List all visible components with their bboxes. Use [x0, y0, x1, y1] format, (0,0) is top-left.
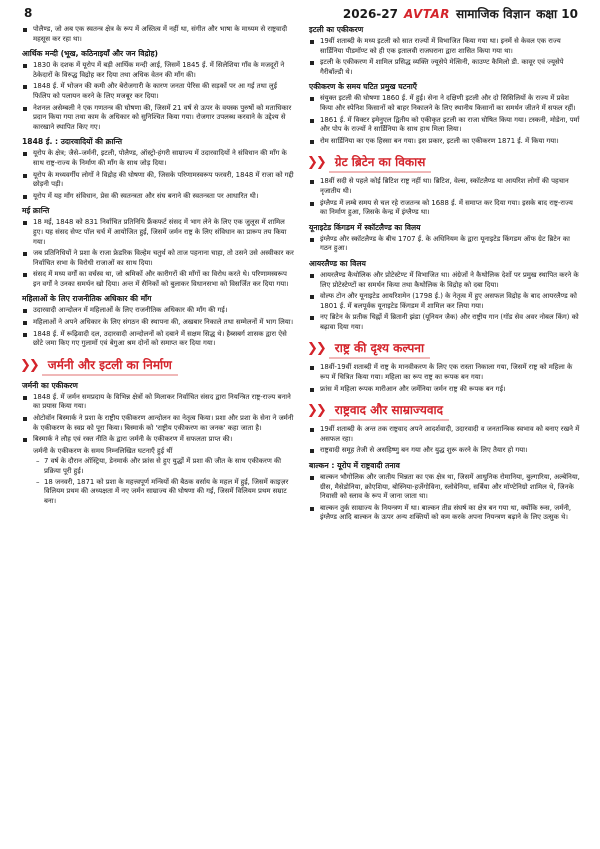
list-item: इटली के एकीकरण में शामिल प्रसिद्ध व्यक्ति ज्यूसेपे मेत्सिनी, काउण्ट कैमिलो डी. कावूर एवं ज्यूसेपे गैरीबॉल्डी थे।	[309, 58, 582, 77]
list-item: जब प्रतिनिधियों ने प्रशा के राजा फ्रेडरिक विल्हेम चतुर्थ को ताज पहनाना चाहा, तो उसने उसे अस्वीकार कर निर्वाचित सभा के विरोधी राजाओं का साथ दिया।	[22, 249, 295, 268]
subject-title: सामाजिक विज्ञान	[456, 7, 531, 21]
list-item: फ्रांस में महिला रूपक मारीआन और जर्मेनिया जर्मन राष्ट्र की रूपक बन गई।	[309, 385, 582, 395]
list-item: इंग्लैण्ड में लम्बे समय से चल रहे राजतन्त्र को 1688 ई. में समाप्त कर दिया गया। इसके बाद राष्ट्र-राज्य का निर्माण हुआ, जिसके केन्द्र में इंग्लैण्ड था।	[309, 199, 582, 218]
content-columns	[22, 25, 582, 525]
list-item: वोल्फ टोन और यूनाइटेड आयरिशमेन (1798 ई.) के नेतृत्व में हुए असफल विद्रोह के बाद आयरलैण्ड को 1801 ई. में बलपूर्वक यूनाइटेड किंगडम में शामिल कर लिया गया।	[309, 292, 582, 311]
list-item: 18 मई, 1848 को 831 निर्वाचित प्रतिनिधि फ्रैंकफर्ट संसद में भाग लेने के लिए एक जुलूस में शामिल हुए। यह संसद सेण्ट पॉल चर्च में आयोजित हुई, जिसमें जर्मन राष्ट्र के लिए संविधान का प्रारूप तय किया गया।	[22, 218, 295, 247]
list-item: 18वीं-19वीं शताब्दी में राष्ट्र के मानवीकरण के लिए एक रास्ता निकाला गया, जिसमें राष्ट्र को महिला के रूप में चित्रित किया गया। महिला का रूप राष्ट्र का रूपक बन गया।	[309, 363, 582, 382]
heading-balkan: बाल्कन : यूरोप में राष्ट्रवादी तनाव	[309, 461, 400, 471]
brand-logo: AVTAR	[403, 7, 451, 21]
class-label: कक्षा 10	[536, 7, 578, 21]
paragraph: पोलैण्ड, जो अब एक स्वतन्त्र क्षेत्र के रूप में अस्तित्व में नहीं था, संगीत और भाषा के माध्यम से राष्ट्रवादी महसूस कर रहा था।	[22, 25, 295, 44]
list-item: संयुक्त इटली की घोषणा 1860 ई. में हुई। सेना ने दक्षिणी इटली और दो सिसिलियों के राज्य में प्रवेश किया और स्पेनिश किसानों को बाहर निकालने के लिए स्थानीय किसानों का समर्थन जीतने में सफल रहीं।	[309, 94, 582, 113]
list-item: आयरलैण्ड कैथोलिक और प्रोटेस्टेण्ट में विभाजित था। अंग्रेजों ने कैथोलिक देशों पर प्रमुख स्थापित करने के लिए प्रोटेस्टेण्टों का समर्थन किया तथा कैथोलिक के विद्रोह को दबा दिया।	[309, 271, 582, 290]
sub-list-item: – 7 वर्ष के दौरान ऑस्ट्रिया, डेनमार्क और फ्रांस से हुए युद्धों में प्रशा की जीत के साथ एकीकरण की प्रक्रिया पूरी हुई।	[22, 457, 295, 476]
page-number: 8	[24, 6, 33, 20]
paragraph: जर्मनी के एकीकरण के समय निम्नलिखित घटनाएँ हुई थीं	[33, 446, 173, 455]
heading-economic-depression: आर्थिक मन्दी (भूख, कठिनाइयाँ और जन विद्रोह)	[22, 49, 158, 59]
list-item: यूरोप में यह माँग संविधान, प्रेस की स्वतन्त्रता और संघ बनाने की स्वतन्त्रता पर आधारित थी।	[22, 192, 295, 202]
list-item: राष्ट्रवादी समूह तेजी से असहिष्णु बन गया और युद्ध शुरू करने के लिए तैयार हो गया।	[309, 446, 582, 456]
chevron-right-icon: ❯❯	[307, 155, 325, 171]
list-item: उदारवादी आन्दोलन में महिलाओं के लिए राजनीतिक अधिकार की माँग की गई।	[22, 306, 295, 316]
list-item: बिस्मार्क ने लौह एवं रक्त नीति के द्वारा जर्मनी के एकीकरण में सफलता प्राप्त की।	[22, 435, 295, 445]
list-item: 1830 के दशक में यूरोप में बड़ी आर्थिक मन्दी आई, जिसमें 1845 ई. में सिलेशिया गाँव के मजदूरों ने ठेकेदारों के विरुद्ध विद्रोह कर दिया तथा अधिक वेतन की माँग की।	[22, 61, 295, 80]
list-item: नेशनल असेम्बली ने एक गणतन्त्र की घोषणा की, जिसमें 21 वर्ष से ऊपर के वयस्क पुरुषों को मताधिकार प्रदान किया गया तथा काम के अधिकार को सुनिश्चित किया गया। रोजगार उपलब्ध करवाने के उद्देश्य से कारखाने स्थापित किए गए।	[22, 104, 295, 133]
left-column	[22, 25, 295, 525]
section-title-britain: ❯❯ ग्रेट ब्रिटेन का विकास	[307, 152, 582, 173]
list-item: इंग्लैण्ड और स्कॉटलैण्ड के बीच 1707 ई. के अधिनियम के द्वारा यूनाइटेड किंगडम ऑफ ग्रेट ब्रिटेन का गठन हुआ।	[309, 235, 582, 254]
right-column	[309, 25, 582, 525]
page-header	[0, 0, 600, 24]
list-item: संसद में मध्य वर्गों का वर्चस्व था, जो श्रमिकों और कारीगरों की माँगों का विरोध करते थे। परिणामस्वरूप इन वर्गों ने उनका समर्थन खो दिया। अन्त में सैनिकों को बुलाकर विधानसभा को विसर्जित कर दिया गया।	[22, 270, 295, 289]
heading-may-revolution: मई क्रान्ति	[22, 206, 50, 216]
heading-women-rights: महिलाओं के लिए राजनीतिक अधिकार की माँग	[22, 294, 152, 304]
list-item: महिलाओं ने अपने अधिकार के लिए संगठन की स्थापना की, अखबार निकाले तथा सम्मेलनों में भाग लिया।	[22, 318, 295, 328]
list-item: 1848 ई. में रूढ़िवादी दल, उदारवादी आन्दोलनों को दबाने में सक्षम सिद्ध थे। हैब्सबर्ग शासक द्वारा ऐसे छोटे जमा किए गए गुलामों एवं बेगुआ श्रम दोनों को समाप्त कर दिया गया।	[22, 330, 295, 349]
book-title	[343, 5, 578, 22]
heading-italy-events: एकीकरण के समय घटित प्रमुख घटनाएँ	[309, 82, 417, 92]
chevron-right-icon: ❯❯	[20, 357, 38, 373]
list-item: 1848 ई. में भोजन की कमी और बेरोजगारी के कारण जनता पेरिस की सड़कों पर आ गई तथा लुई फिलिप को पलायन करने के लिए मजबूर कर दिया।	[22, 82, 295, 101]
list-item: नए ब्रिटेन के प्रतीक चिह्नों में ब्रितानी झंडा (यूनियन जैक) और राष्ट्रीय गान (गॉड सेव अवर नोबल किंग) को बढ़ावा दिया गया।	[309, 313, 582, 332]
chevron-right-icon: ❯❯	[307, 403, 325, 419]
list-item: बाल्कन भौगोलिक और जातीय भिन्नता का एक क्षेत्र था, जिसमें आधुनिक रोमानिया, बुल्गारिया, अल्बेनिया, ग्रीस, मैसेडोनिया, क्रोएशिया, बोस्निया-हर्जेगोविना, स्लोवेनिया, सर्बिया और मॉण्टेनिग्रो शामिल थे, जिनके निवासी को स्लाव के रूप में जाना जाता था।	[309, 473, 582, 502]
chevron-right-icon: ❯❯	[307, 341, 325, 357]
section-title-visual-nation: ❯❯ राष्ट्र की दृश्य कल्पना	[307, 338, 582, 359]
heading-1848-revolution: 1848 ई. : उदारवादियों की क्रान्ति	[22, 137, 123, 147]
sub-list-item: – 18 जनवरी, 1871 को प्रशा के महत्त्वपूर्ण मन्त्रियों की बैठक वर्साय के महल में हुई, जिसमें काइज़र विलियम प्रथम की अध्यक्षता में नए जर्मन साम्राज्य की घोषणा की गई, जिसमें विलियम प्रथम सम्राट बना।	[22, 478, 295, 507]
list-item: 1848 ई. में जर्मन समप्रदाय के विभिन्न क्षेत्रों को मिलाकर निर्वाचित संसद द्वारा नियन्त्रित राष्ट्र-राज्य बनाने का प्रयास किया गया।	[22, 393, 295, 412]
heading-scotland: यूनाइटेड किंगडम में स्कॉटलैण्ड का विलय	[309, 222, 421, 232]
list-item: 18वीं सदी से पहले कोई ब्रिटिश राष्ट्र नहीं था। ब्रिटिश, वेल्स, स्कॉटलैण्ड या आयरिश लोगों की पहचान नृजातीय थी।	[309, 177, 582, 196]
heading-italy-unification: इटली का एकीकरण	[309, 25, 364, 34]
list-item: 1861 ई. में विक्टर इमेनुएल द्वितीय को एकीकृत इटली का राजा घोषित किया गया। टस्कनी, मोडेना, पर्मा और पोप के राज्यों ने सार्डिनिया के साथ हाथ मिला लिया।	[309, 116, 582, 135]
list-item: 19वीं शताब्दी के मध्य इटली को सात राज्यों में विभाजित किया गया था। इनमें से केवल एक राज्य सार्डिनिया पीडमॉण्ट को ही एक इतालवी राजघराना द्वारा शासित किया गया था।	[309, 37, 582, 56]
list-item: यूरोप के मध्यवर्गीय लोगों ने विद्रोह की घोषणा की, जिसके परिणामस्वरूप फरवरी, 1848 में राजा को गद्दी छोड़नी पड़ी।	[22, 171, 295, 190]
list-item: रोम सार्डिनिया का एक हिस्सा बन गया। इस प्रकार, इटली का एकीकरण 1871 ई. में किया गया।	[309, 137, 582, 147]
list-item: यूरोप के क्षेत्र; जैसे–जर्मनी, इटली, पोलैण्ड, ऑस्ट्रो-हंगरी साम्राज्य में उदारवादियों ने संविधान की माँग के साथ राष्ट्र-राज्य के निर्माण की माँग के साथ जोड़ दिया।	[22, 149, 295, 168]
year: 2026-27	[342, 7, 398, 21]
heading-german-unification: जर्मनी का एकीकरण	[22, 380, 78, 390]
list-item: ओटोवॉन बिस्मार्क ने प्रशा के राष्ट्रीय एकीकरण आन्दोलन का नेतृत्व किया। प्रशा और प्रशा के सेना ने जर्मनी के एकीकरण के स्वप्न को पूरा किया। बिस्मार्क को 'राष्ट्रीय एकीकरण का जनक' कहा जाता है।	[22, 414, 295, 433]
section-title-germany-italy: ❯❯ जर्मनी और इटली का निर्माण	[20, 355, 295, 376]
heading-ireland: आयरलैण्ड का विलय	[309, 258, 366, 268]
list-item: बाल्कन तुर्क साम्राज्य के नियन्त्रण में था। बाल्कन तीव्र संघर्ष का क्षेत्र बन गया था, क्योंकि रूस, जर्मनी, इंग्लैण्ड आदि बाल्कन के ऊपर अन्य शक्तियों को कम करके अपना नियन्त्रण बढ़ाने के लिए उत्सुक थे।	[309, 504, 582, 523]
section-title-nationalism: ❯❯ राष्ट्रवाद और साम्राज्यवाद	[307, 400, 582, 421]
list-item: 19वीं शताब्दी के अन्त तक राष्ट्रवाद अपने आदर्शवादी, उदारवादी व जनतान्त्रिक स्वभाव को बनाए रखने में असफल रहा।	[309, 425, 582, 444]
